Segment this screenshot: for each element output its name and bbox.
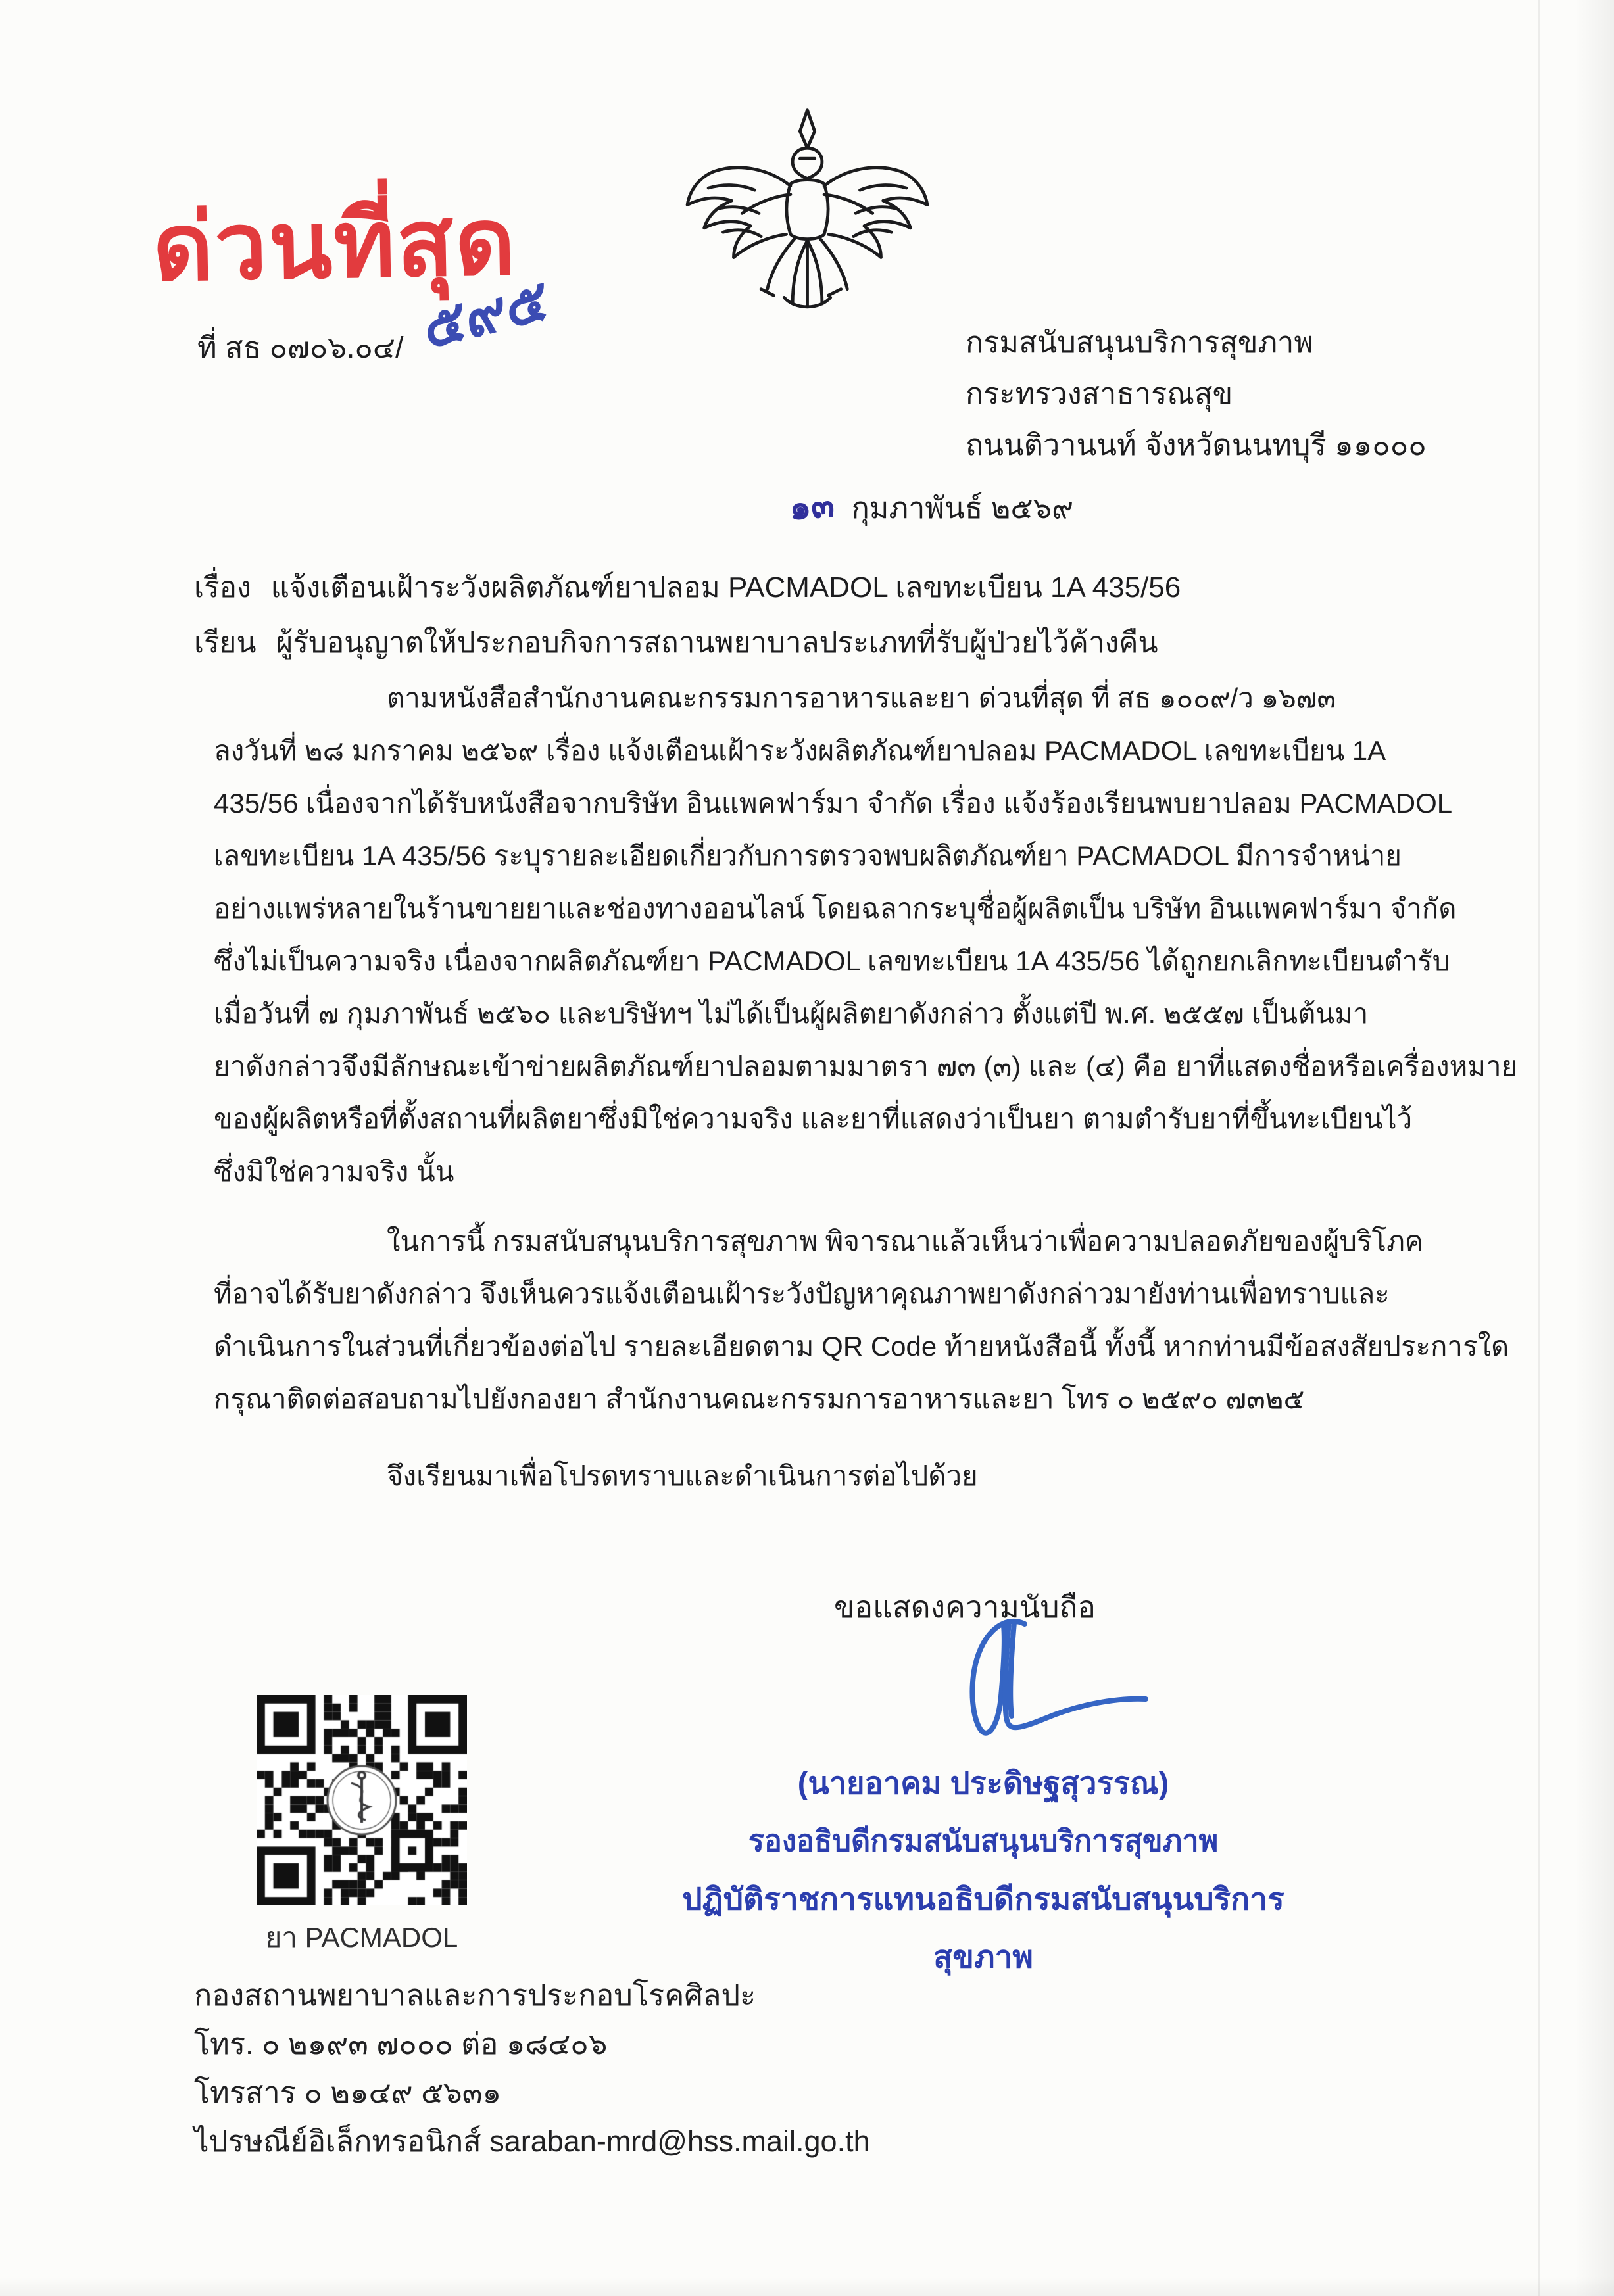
date-month-year: กุมภาพันธ์ ๒๕๖๙: [851, 491, 1074, 525]
body-line: เมื่อวันที่ ๗ กุมภาพันธ์ ๒๕๖๐ และบริษัทฯ ไม่ได้เป็นผู้ผลิตยาดังกล่าว ตั้งแต่ปี พ.ศ. ๒๕๕๗ เป็นต้นมา: [214, 998, 1369, 1029]
body-paragraph-2: [214, 1215, 1536, 1425]
agency-address-block: [966, 317, 1427, 471]
reference-number: ที่ สธ ๐๗๐๖.๐๔/: [197, 331, 404, 364]
closing-sentence: จึงเรียนมาเพื่อโปรดทราบและดำเนินการต่อไปด้วย: [387, 1460, 978, 1491]
body-line: ซึ่งมิใช่ความจริง นั้น: [214, 1156, 454, 1187]
garuda-emblem-icon: [681, 104, 934, 367]
recipient-line: [194, 619, 1158, 665]
body-line: ยาดังกล่าวจึงมีลักษณะเข้าข่ายผลิตภัณฑ์ยาปลอมตามมาตรา ๗๓ (๓) และ (๔) คือ ยาที่แสดงชื่อหรือเครื่องหมาย: [214, 1051, 1518, 1082]
agency-name: กรมสนับสนุนบริการสุขภาพ: [966, 325, 1314, 359]
urgent-stamp: ด่วนที่สุด: [151, 189, 518, 300]
body-line: ดำเนินการในส่วนที่เกี่ยวข้องต่อไป รายละเอียดตาม QR Code ท้ายหนังสือนี้ ทั้งนี้ หากท่านมีข้อสงสัยประการใด: [214, 1331, 1509, 1362]
stamped-day: ๑๓: [788, 486, 836, 528]
footer-contact-block: [194, 1971, 870, 2166]
body-line: 435/56 เนื่องจากได้รับหนังสือจากบริษัท อินแพคฟาร์มา จำกัด เรื่อง แจ้งร้องเรียนพบยาปลอม PACMADOL: [214, 788, 1453, 819]
subject-label: เรื่อง: [194, 571, 251, 604]
signer-name: (นายอาคม ประดิษฐสุวรรณ): [797, 1765, 1169, 1800]
body-line: อย่างแพร่หลายในร้านขายยาและช่องทางออนไลน์ โดยฉลากระบุชื่อผู้ผลิตเป็น บริษัท อินแพคฟาร์มา จำกัด: [214, 893, 1457, 924]
handwritten-ref-number: ๕๙๕: [420, 267, 552, 362]
salutation: ขอแสดงความนับถือ: [834, 1590, 1096, 1624]
scan-artifact-bottom: [0, 2276, 1614, 2296]
footer-division: กองสถานพยาบาลและการประกอบโรคศิลปะ: [194, 1978, 756, 2012]
subject-text: แจ้งเตือนเฝ้าระวังผลิตภัณฑ์ยาปลอม PACMADOL เลขทะเบียน 1A 435/56: [270, 571, 1181, 604]
qr-caption: ยา PACMADOL: [265, 1922, 458, 1953]
footer-email: ไปรษณีย์อิเล็กทรอนิกส์ saraban-mrd@hss.mail.go.th: [194, 2124, 870, 2158]
body-line: ในการนี้ กรมสนับสนุนบริการสุขภาพ พิจารณาแล้วเห็นว่าเพื่อความปลอดภัยของผู้บริโภค: [387, 1226, 1423, 1256]
recipient-text: ผู้รับอนุญาตให้ประกอบกิจการสถานพยาบาลประเภทที่รับผู้ป่วยไว้ค้างคืน: [276, 627, 1158, 659]
signer-position: รองอธิบดีกรมสนับสนุนบริการสุขภาพ: [748, 1824, 1219, 1857]
body-line: เลขทะเบียน 1A 435/56 ระบุรายละเอียดเกี่ยวกับการตรวจพบผลิตภัณฑ์ยา PACMADOL มีการจำหน่าย: [214, 840, 1402, 871]
agency-ministry: กระทรวงสาธารณสุข: [966, 377, 1233, 410]
body-line: ลงวันที่ ๒๘ มกราคม ๒๕๖๙ เรื่อง แจ้งเตือนเฝ้าระวังผลิตภัณฑ์ยาปลอม PACMADOL เลขทะเบียน 1A: [214, 735, 1386, 766]
footer-telephone: โทร. ๐ ๒๑๙๓ ๗๐๐๐ ต่อ ๑๘๔๐๖: [194, 2027, 608, 2061]
letter-date: [789, 479, 1073, 533]
signer-acting-position: ปฏิบัติราชการแทนอธิบดีกรมสนับสนุนบริการสุขภาพ: [682, 1882, 1284, 1974]
body-line: กรุณาติดต่อสอบถามไปยังกองยา สำนักงานคณะกรรมการอาหารและยา โทร ๐ ๒๕๙๐ ๗๓๒๕: [214, 1383, 1305, 1414]
footer-fax: โทรสาร ๐ ๒๑๔๙ ๕๖๓๑: [194, 2076, 502, 2109]
scan-artifact-edge: [1575, 0, 1614, 2296]
scan-artifact-line: [1538, 0, 1540, 2296]
recipient-label: เรียน: [194, 627, 257, 659]
qr-code-block: [257, 1695, 467, 1959]
body-line: ซึ่งไม่เป็นความจริง เนื่องจากผลิตภัณฑ์ยา PACMADOL เลขทะเบียน 1A 435/56 ได้ถูกยกเลิกทะเบียนตำรับ: [214, 945, 1450, 976]
letter-body: [214, 672, 1536, 1425]
body-line: ตามหนังสือสำนักงานคณะกรรมการอาหารและยา ด่วนที่สุด ที่ สธ ๑๐๐๙/ว ๑๖๗๓: [387, 682, 1336, 713]
body-paragraph-1: [214, 672, 1536, 1198]
subject-line: [194, 564, 1181, 610]
body-line: ที่อาจได้รับยาดังกล่าว จึงเห็นควรแจ้งเตือนเฝ้าระวังปัญหาคุณภาพยาดังกล่าวมายังท่านเพื่อทราบและ: [214, 1278, 1390, 1309]
agency-street: ถนนติวานนท์ จังหวัดนนทบุรี ๑๑๐๐๐: [966, 428, 1427, 462]
body-line: ของผู้ผลิตหรือที่ตั้งสถานที่ผลิตยาซึ่งมิใช่ความจริง และยาที่แสดงว่าเป็นยา ตามตำรับยาที่ขึ้นทะเบียนไว้: [214, 1103, 1413, 1134]
signature-ink: [941, 1612, 1223, 1770]
qr-code: [257, 1695, 467, 1905]
signer-block: [677, 1754, 1289, 1986]
